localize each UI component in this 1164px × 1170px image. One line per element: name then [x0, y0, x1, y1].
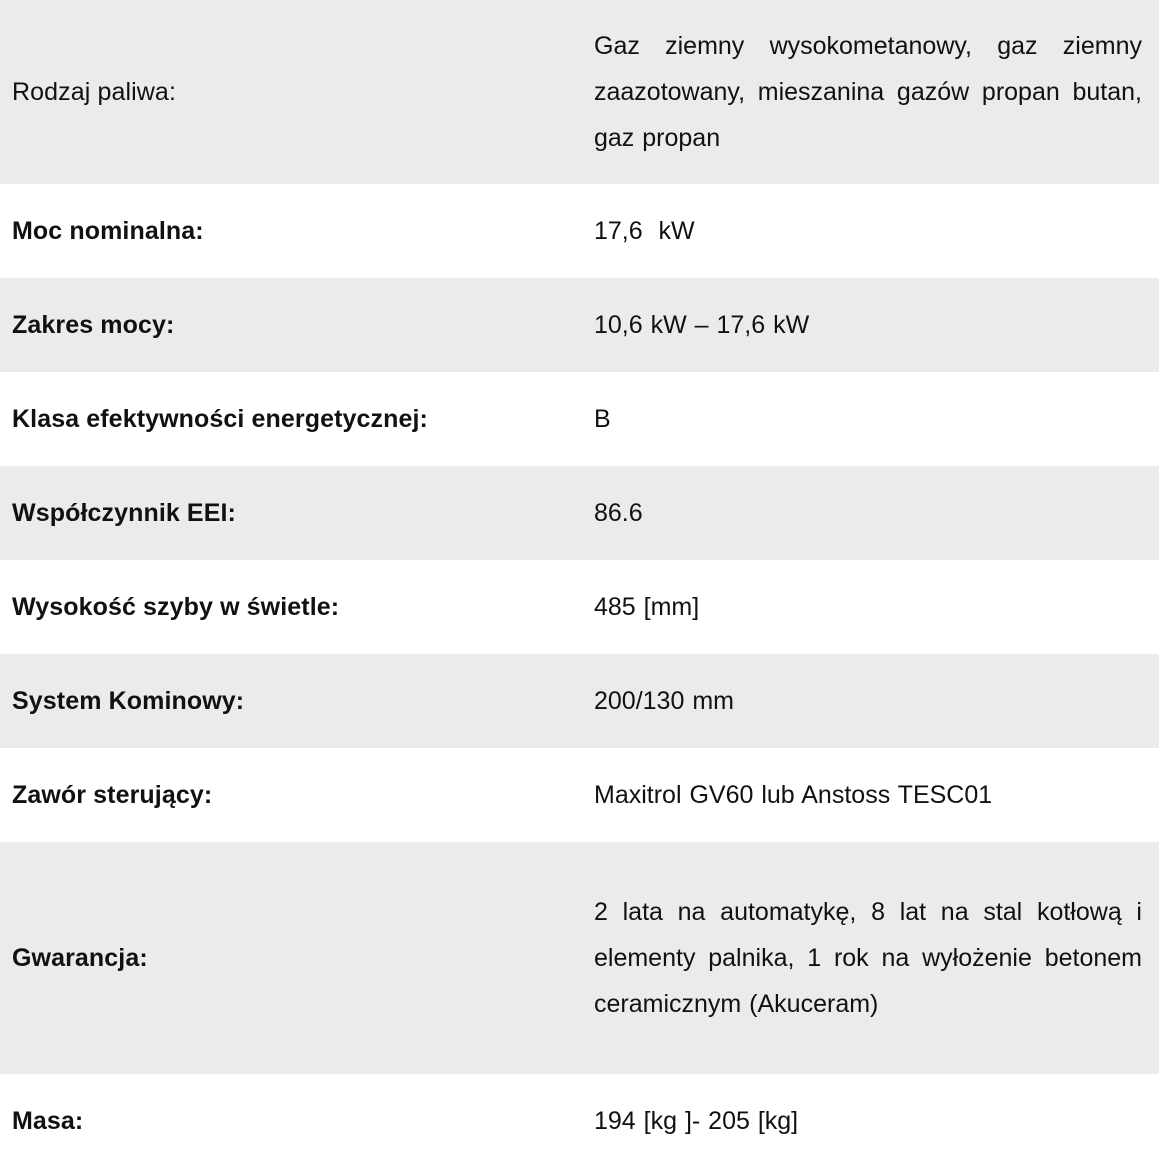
spec-value: Gaz ziemny wysokometanowy, gaz ziemny zaazotowany, mieszanina gazów propan butan, gaz propan — [594, 32, 1142, 152]
spec-label: Gwarancja: — [12, 943, 148, 972]
spec-value: 485 [mm] — [594, 593, 700, 621]
spec-value: 200/130 mm — [594, 687, 734, 715]
spec-value: 86.6 — [594, 499, 643, 527]
spec-label: Moc nominalna: — [12, 216, 204, 245]
spec-label: Klasa efektywności energetycznej: — [12, 404, 428, 433]
spec-label: Masa: — [12, 1106, 84, 1135]
spec-label: Zawór sterujący: — [12, 780, 213, 809]
spec-label: Wysokość szyby w świetle: — [12, 592, 340, 621]
spec-row-glass-height — [0, 560, 1159, 654]
spec-row-fuel-type — [0, 0, 1159, 184]
spec-row-nominal-power — [0, 184, 1159, 278]
spec-value: 194 [kg ]- 205 [kg] — [594, 1107, 799, 1135]
spec-row-control-valve — [0, 748, 1159, 842]
spec-label: Zakres mocy: — [12, 310, 175, 339]
spec-row-power-range — [0, 278, 1159, 372]
spec-value: 10,6 kW – 17,6 kW — [594, 311, 810, 339]
spec-label: Współczynnik EEI: — [12, 498, 236, 527]
spec-row-energy-class — [0, 372, 1159, 466]
spec-row-eei — [0, 466, 1159, 560]
spec-value: B — [594, 405, 611, 433]
spec-row-warranty — [0, 842, 1159, 1074]
spec-row-chimney-system — [0, 654, 1159, 748]
spec-value: Maxitrol GV60 lub Anstoss TESC01 — [594, 781, 993, 809]
spec-label: Rodzaj paliwa: — [12, 77, 176, 106]
spec-row-weight — [0, 1074, 1159, 1168]
spec-value: 2 lata na automatykę, 8 lat na stal kotłową i elementy palnika, 1 rok na wyłożenie betonem ceramicznym (Akuceram) — [594, 898, 1142, 1018]
spec-label: System Kominowy: — [12, 686, 245, 715]
spec-value: 17,6 kW — [594, 217, 695, 245]
